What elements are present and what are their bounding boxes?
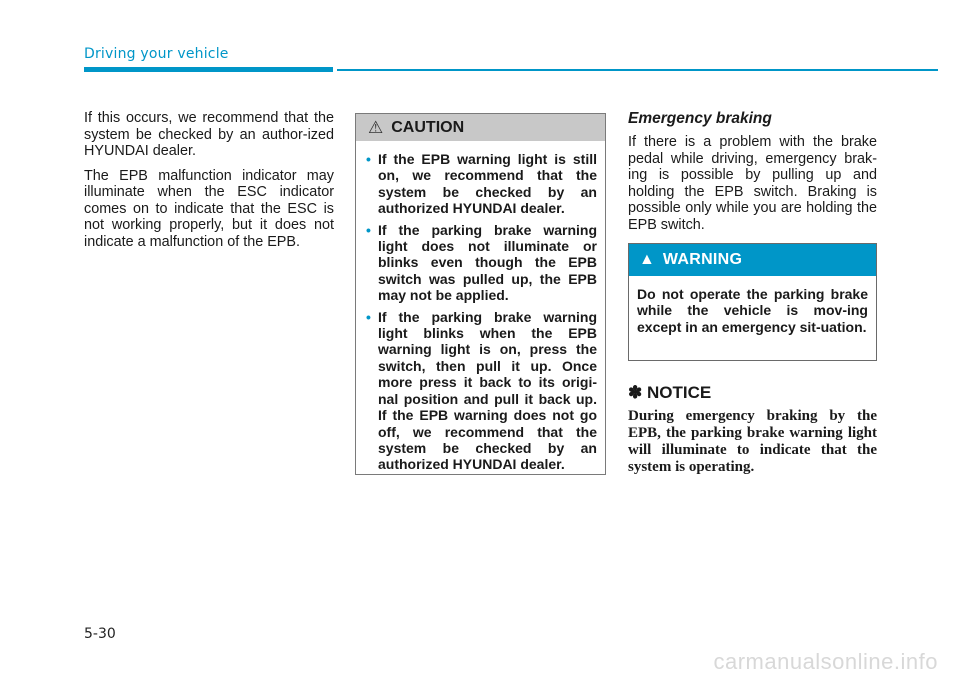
notice-title: ✽ NOTICE — [628, 383, 712, 402]
paragraph: If this occurs, we recommend that the system be checked by an author-ized HYUNDAI dealer. — [84, 110, 334, 159]
caution-item-text: If the parking brake warning light does not illuminate or blinks even though the EPB switch was pulled up, the EPB may not be applied. — [378, 221, 597, 304]
section-body: If there is a problem with the brake pedal while driving, emergency brak-ing is possible by pulling up and holding the EPB switch. Braking is possible only while you are holding the EPB switch. — [628, 134, 877, 233]
caution-item-text: If the parking brake warning light blinks when the EPB warning light is on, press the switch, then pull it up. Once more press it back to its origi-nal position and pull it back up. If the EPB warning does not go off, we recommend that the system be checked by an authorized HYUNDAI dealer. — [378, 308, 597, 473]
watermark: carmanualsonline.info — [713, 649, 938, 674]
bullet-icon: • — [366, 151, 371, 167]
caution-item-text: If the EPB warning light is still on, we recommend that the system be checked by an authorized HYUNDAI dealer. — [378, 151, 597, 217]
warning-triangle-icon: ▲ — [639, 251, 655, 268]
header-rule-thin — [337, 69, 938, 71]
left-column — [84, 110, 334, 258]
header-rule-thick — [84, 67, 333, 72]
bullet-icon: • — [366, 221, 371, 238]
section-header-title: Driving your vehicle — [84, 46, 229, 62]
notice-section — [628, 383, 877, 476]
notice-body: During emergency braking by the EPB, the parking brake warning light will illuminate to indicate that the system is operating. — [628, 408, 877, 475]
bullet-icon: • — [366, 308, 371, 325]
caution-list — [356, 141, 605, 473]
caution-box — [355, 113, 606, 475]
caution-label: CAUTION — [391, 118, 465, 136]
page-number: 5-30 — [84, 626, 116, 642]
paragraph: The EPB malfunction indicator may illuminate when the ESC indicator comes on to indicate that the ESC is not working properly, but it does not indicate a malfunction of the EPB. — [84, 167, 334, 250]
section-title: Emergency braking — [628, 110, 772, 127]
warning-body: Do not operate the parking brake while the vehicle is mov-ing except in an emergency sit-uation. — [637, 286, 868, 335]
caution-item — [366, 222, 597, 304]
caution-item — [366, 309, 597, 473]
caution-triangle-icon: ⚠ — [368, 118, 384, 137]
caution-header — [356, 114, 605, 141]
emergency-braking-section — [628, 110, 877, 233]
warning-header — [629, 244, 876, 276]
caution-item — [366, 151, 597, 217]
warning-label: WARNING — [662, 251, 743, 268]
warning-box — [628, 243, 877, 361]
